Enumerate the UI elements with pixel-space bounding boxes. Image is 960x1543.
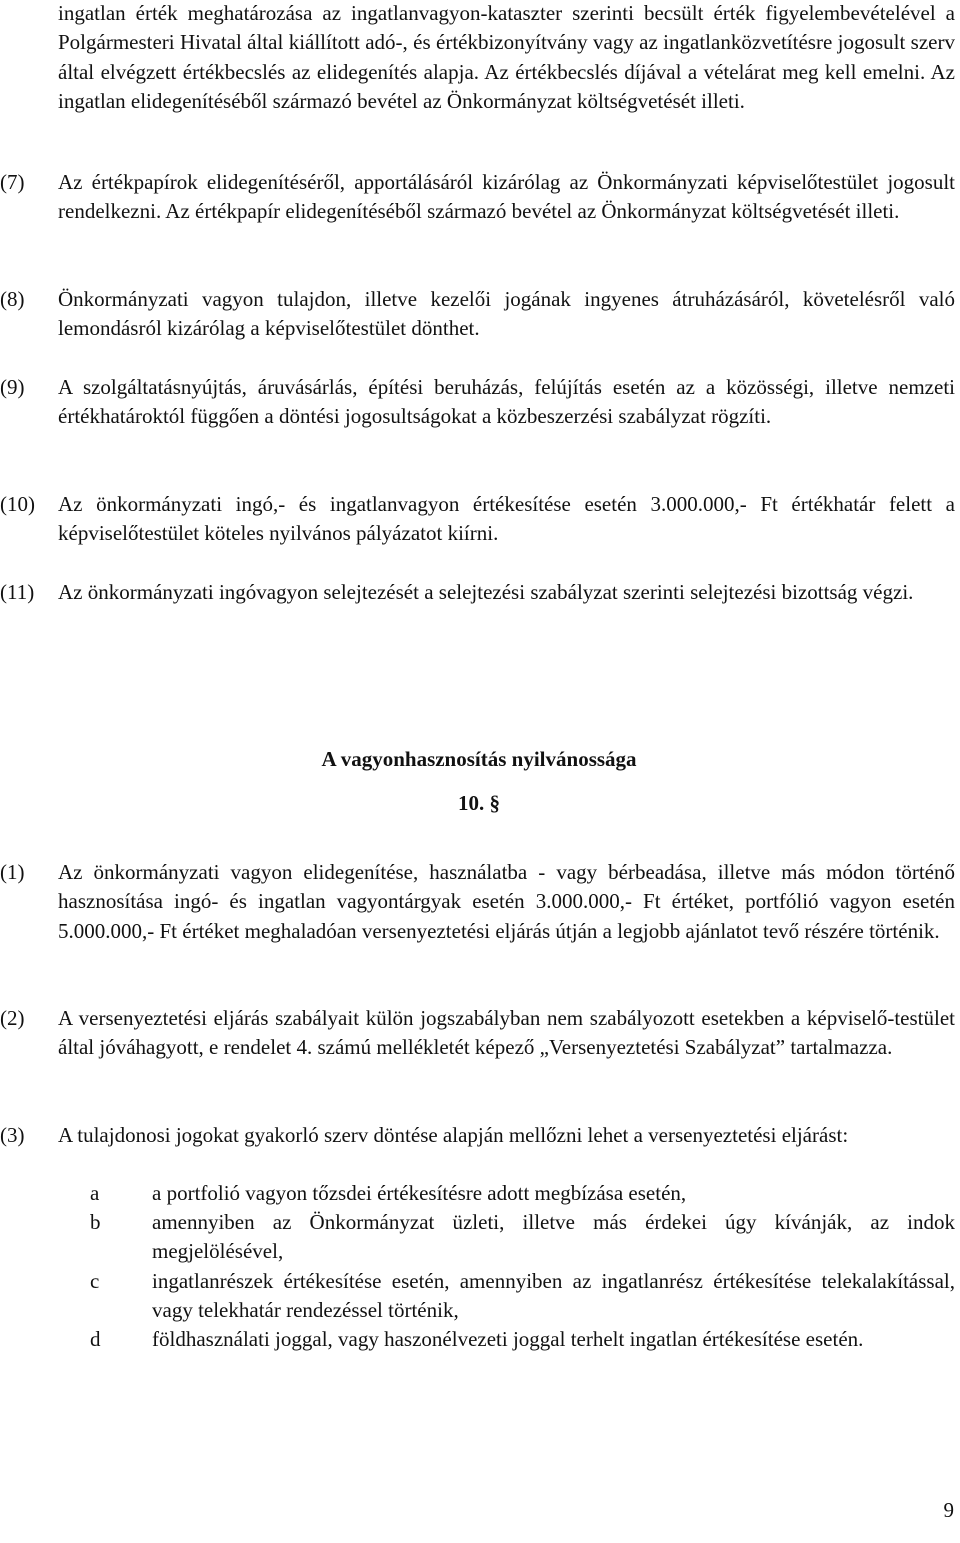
paragraph-10 [0, 490, 955, 549]
paragraph-text: Az önkormányzati ingóvagyon selejtezését a selejtezési szabályzat szerinti selejtezési bizottság végzi. [58, 580, 914, 604]
list-item [0, 1267, 955, 1326]
section-number: 10. § [458, 791, 500, 815]
list-item [0, 1208, 955, 1267]
paragraph-number: (1) [0, 860, 25, 884]
paragraph-text: A tulajdonosi jogokat gyakorló szerv döntése alapján mellőzni lehet a versenyeztetési eljárást: [58, 1123, 849, 1147]
paragraph-number: (7) [0, 170, 25, 194]
paragraph-number: (3) [0, 1123, 25, 1147]
paragraph-text: Az önkormányzati ingó,- és ingatlanvagyon értékesítése esetén 3.000.000,- Ft értékhatár felett a képviselőtestület köteles nyilvános pályázatot kiírni. [58, 492, 955, 546]
section-paragraph-1 [0, 858, 955, 946]
list-item-letter: d [90, 1327, 101, 1351]
page-number: 9 [943, 1498, 954, 1522]
list-item-text: földhasználati joggal, vagy haszonélvezeti joggal terhelt ingatlan értékesítése esetén. [152, 1327, 864, 1351]
paragraph-7 [0, 168, 955, 227]
intro-paragraph: ingatlan érték meghatározása az ingatlanvagyon-kataszter szerinti becsült érték figyelembevételével a Polgármesteri Hivatal által kiállított adó-, és értékbizonyítvány vagy az ingatlanközvetítésre jogosult szerv által elvégzett értékbecslés az elidegenítés alapja. Az értékbecslés díjával a vételárat meg kell emelni. Az ingatlan elidegenítéséből származó bevétel az Önkormányzat költségvetését illeti. [58, 1, 955, 113]
paragraph-text: Az értékpapírok elidegenítéséről, apportálásáról kizárólag az Önkormányzati képviselőtestület jogosult rendelkezni. Az értékpapír elidegenítéséből származó bevétel az Önkormányzat költségvetését illeti. [58, 170, 955, 224]
paragraph-8 [0, 285, 955, 344]
paragraph-text: A szolgáltatásnyújtás, áruvásárlás, építési beruházás, felújítás esetén az a közösségi, illetve nemzeti értékhatároktól függően a döntési jogosultságokat a közbeszerzési szabályzat rögzíti. [58, 375, 955, 429]
section-paragraph-3 [0, 1121, 955, 1150]
list-item-text: amennyiben az Önkormányzat üzleti, illetve más érdekei úgy kívánják, az indok megjelölésével, [152, 1210, 955, 1264]
section-title: A vagyonhasznosítás nyilvánossága [321, 747, 637, 771]
paragraph-number: (10) [0, 492, 35, 516]
list-item-letter: c [90, 1269, 100, 1293]
list-item-text: a portfolió vagyon tőzsdei értékesítésre adott megbízása esetén, [152, 1181, 687, 1205]
list-item [0, 1325, 955, 1354]
paragraph-text: Az önkormányzati vagyon elidegenítése, használatba - vagy bérbeadása, illetve más módon történő hasznosítása ingó- és ingatlan vagyontárgyak esetén 3.000.000,- Ft értéket, portfólió vagyon esetén 5.000.000,- Ft értéket meghaladóan versenyeztetési eljárás útján a legjobb ajánlatot tevő részére történik. [58, 860, 955, 943]
list-item-letter: a [90, 1181, 100, 1205]
section-paragraph-2 [0, 1004, 955, 1063]
paragraph-number: (8) [0, 287, 25, 311]
list-item [0, 1179, 955, 1208]
paragraph-number: (9) [0, 375, 25, 399]
paragraph-number: (11) [0, 580, 35, 604]
paragraph-11 [0, 578, 955, 607]
paragraph-text: Önkormányzati vagyon tulajdon, illetve kezelői jogának ingyenes átruházásáról, követelésről való lemondásról kizárólag a képviselőtestület dönthet. [58, 287, 955, 341]
list-item-text: ingatlanrészek értékesítése esetén, amennyiben az ingatlanrész értékesítése telekalakítással, vagy telekhatár rendezéssel történik, [152, 1269, 955, 1323]
paragraph-text: A versenyeztetési eljárás szabályait külön jogszabályban nem szabályozott esetekben a képviselő-testület által jóváhagyott, e rendelet 4. számú mellékletét képező „Versenyeztetési Szabályzat” tartalmazza. [58, 1006, 955, 1060]
paragraph-number: (2) [0, 1006, 25, 1030]
list-item-letter: b [90, 1210, 101, 1234]
paragraph-9 [0, 373, 955, 432]
